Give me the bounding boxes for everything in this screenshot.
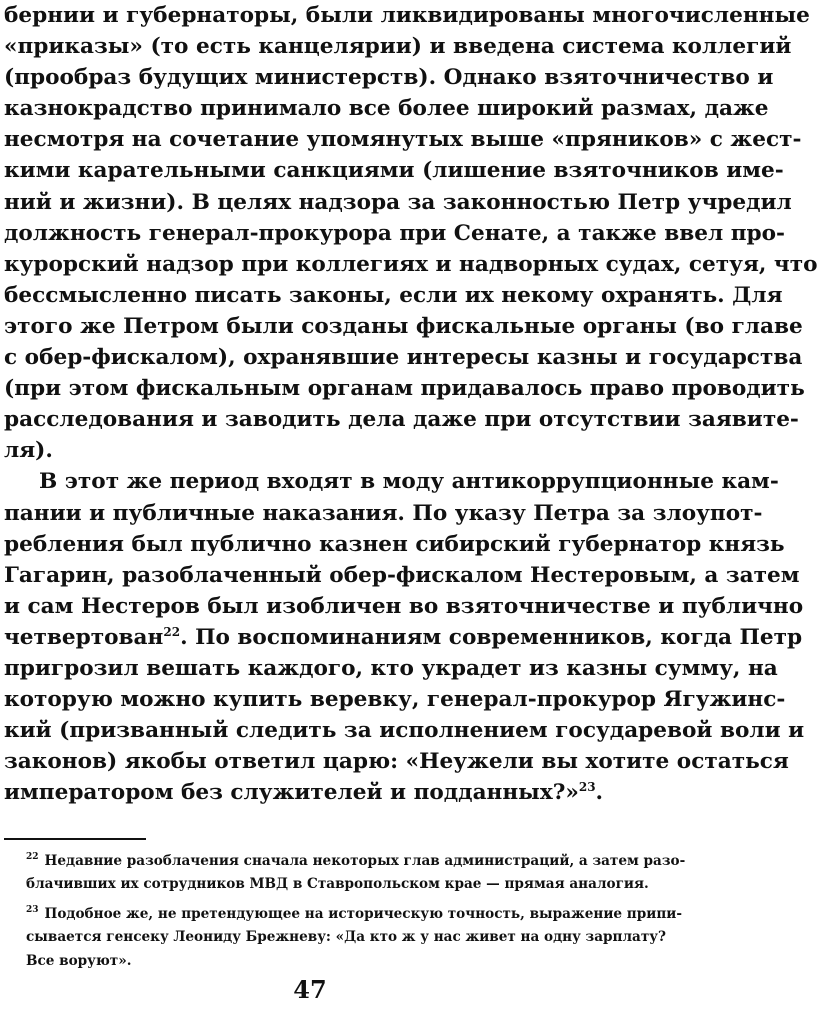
footnote-number: 22	[26, 852, 39, 863]
text-line: бернии и губернаторы, были ликвидированы многочисленные	[4, 3, 810, 28]
text-line: кий (призванный следить за исполнением государевой воли и	[4, 718, 805, 744]
main-text	[4, 0, 818, 808]
footnote-number: 23	[26, 905, 39, 916]
footnotes	[4, 850, 686, 973]
text-line: курорский надзор при коллегиях и надворных судах, сетуя, что	[4, 251, 818, 277]
footnote-line: блачивших их сотрудников МВД в Ставропольском крае — прямая аналогия.	[26, 876, 649, 893]
footnote-ref-23[interactable]: 23	[578, 780, 596, 795]
text-line: (прообраз будущих министерств). Однако взяточничество и	[4, 65, 774, 91]
footnote-text: Недавние разоблачения сначала некоторых глав администраций, а затем разо-	[44, 853, 686, 869]
text-line: должность генерал-прокурора при Сенате, а также ввел про-	[4, 220, 785, 246]
text-line: которую можно купить веревку, генерал-прокурор Ягужинс-	[4, 687, 786, 713]
footnote-line	[4, 903, 682, 926]
text-line: «приказы» (то есть канцелярии) и введена система коллегий	[4, 34, 792, 60]
text-fragment: императором без служителей и подданных?»	[4, 780, 579, 806]
text-line: пригрозил вешать каждого, кто украдет из казны сумму, на	[4, 655, 778, 681]
footnote-ref-22[interactable]: 22	[163, 624, 181, 639]
text-fragment: . По воспоминаниям современников, когда Петр	[180, 624, 803, 650]
text-line: (при этом фискальным органам придавалось право проводить	[4, 376, 805, 402]
text-line: несмотря на сочетание упомянутых выше «пряников» с жест-	[4, 127, 802, 153]
text-line: ний и жизни). В целях надзора за законностью Петр учредил	[4, 189, 792, 215]
footnote-divider	[4, 838, 146, 840]
page-number: 47	[293, 975, 327, 1004]
text-line: бессмысленно писать законы, если их некому охранять. Для	[4, 282, 783, 308]
footnote-23	[4, 903, 682, 973]
text-line: расследования и заводить дела даже при отсутствии заявите-	[4, 407, 799, 433]
footnote-line: сывается генсеку Леониду Брежневу: «Да кто ж у нас живет на одну зарплату?	[26, 929, 666, 946]
text-line: В этот же период входят в моду антикоррупционные кам-	[39, 469, 779, 495]
text-line	[4, 622, 803, 653]
text-line: законов) якобы ответил царю: «Неужели вы хотите остаться	[4, 749, 789, 775]
text-fragment: четвертован	[4, 624, 164, 650]
footnote-line: Все воруют».	[26, 952, 132, 969]
text-line: казнокрадство принимало все более широкий размах, даже	[4, 96, 769, 122]
text-fragment: .	[595, 780, 604, 806]
text-line: ля).	[4, 438, 53, 464]
text-line: с обер-фискалом), охранявшие интересы казны и государства	[4, 345, 803, 371]
text-line: и сам Нестеров был изобличен во взяточничестве и публично	[4, 593, 804, 619]
text-line: этого же Петром были созданы фискальные органы (во главе	[4, 313, 803, 339]
footnote-text: Подобное же, не претендующее на историческую точность, выражение припи-	[44, 905, 682, 922]
footnote-22	[4, 850, 686, 897]
footnote-line	[4, 850, 686, 873]
text-line: Гагарин, разоблаченный обер-фискалом Нестеровым, а затем	[4, 562, 800, 588]
text-line	[4, 777, 616, 808]
text-line: пании и публичные наказания. По указу Петра за злоупот-	[4, 500, 763, 526]
text-line: кими карательными санкциями (лишение взяточников име-	[4, 158, 784, 184]
text-line: ребления был публично казнен сибирский губернатор князь	[4, 531, 785, 557]
